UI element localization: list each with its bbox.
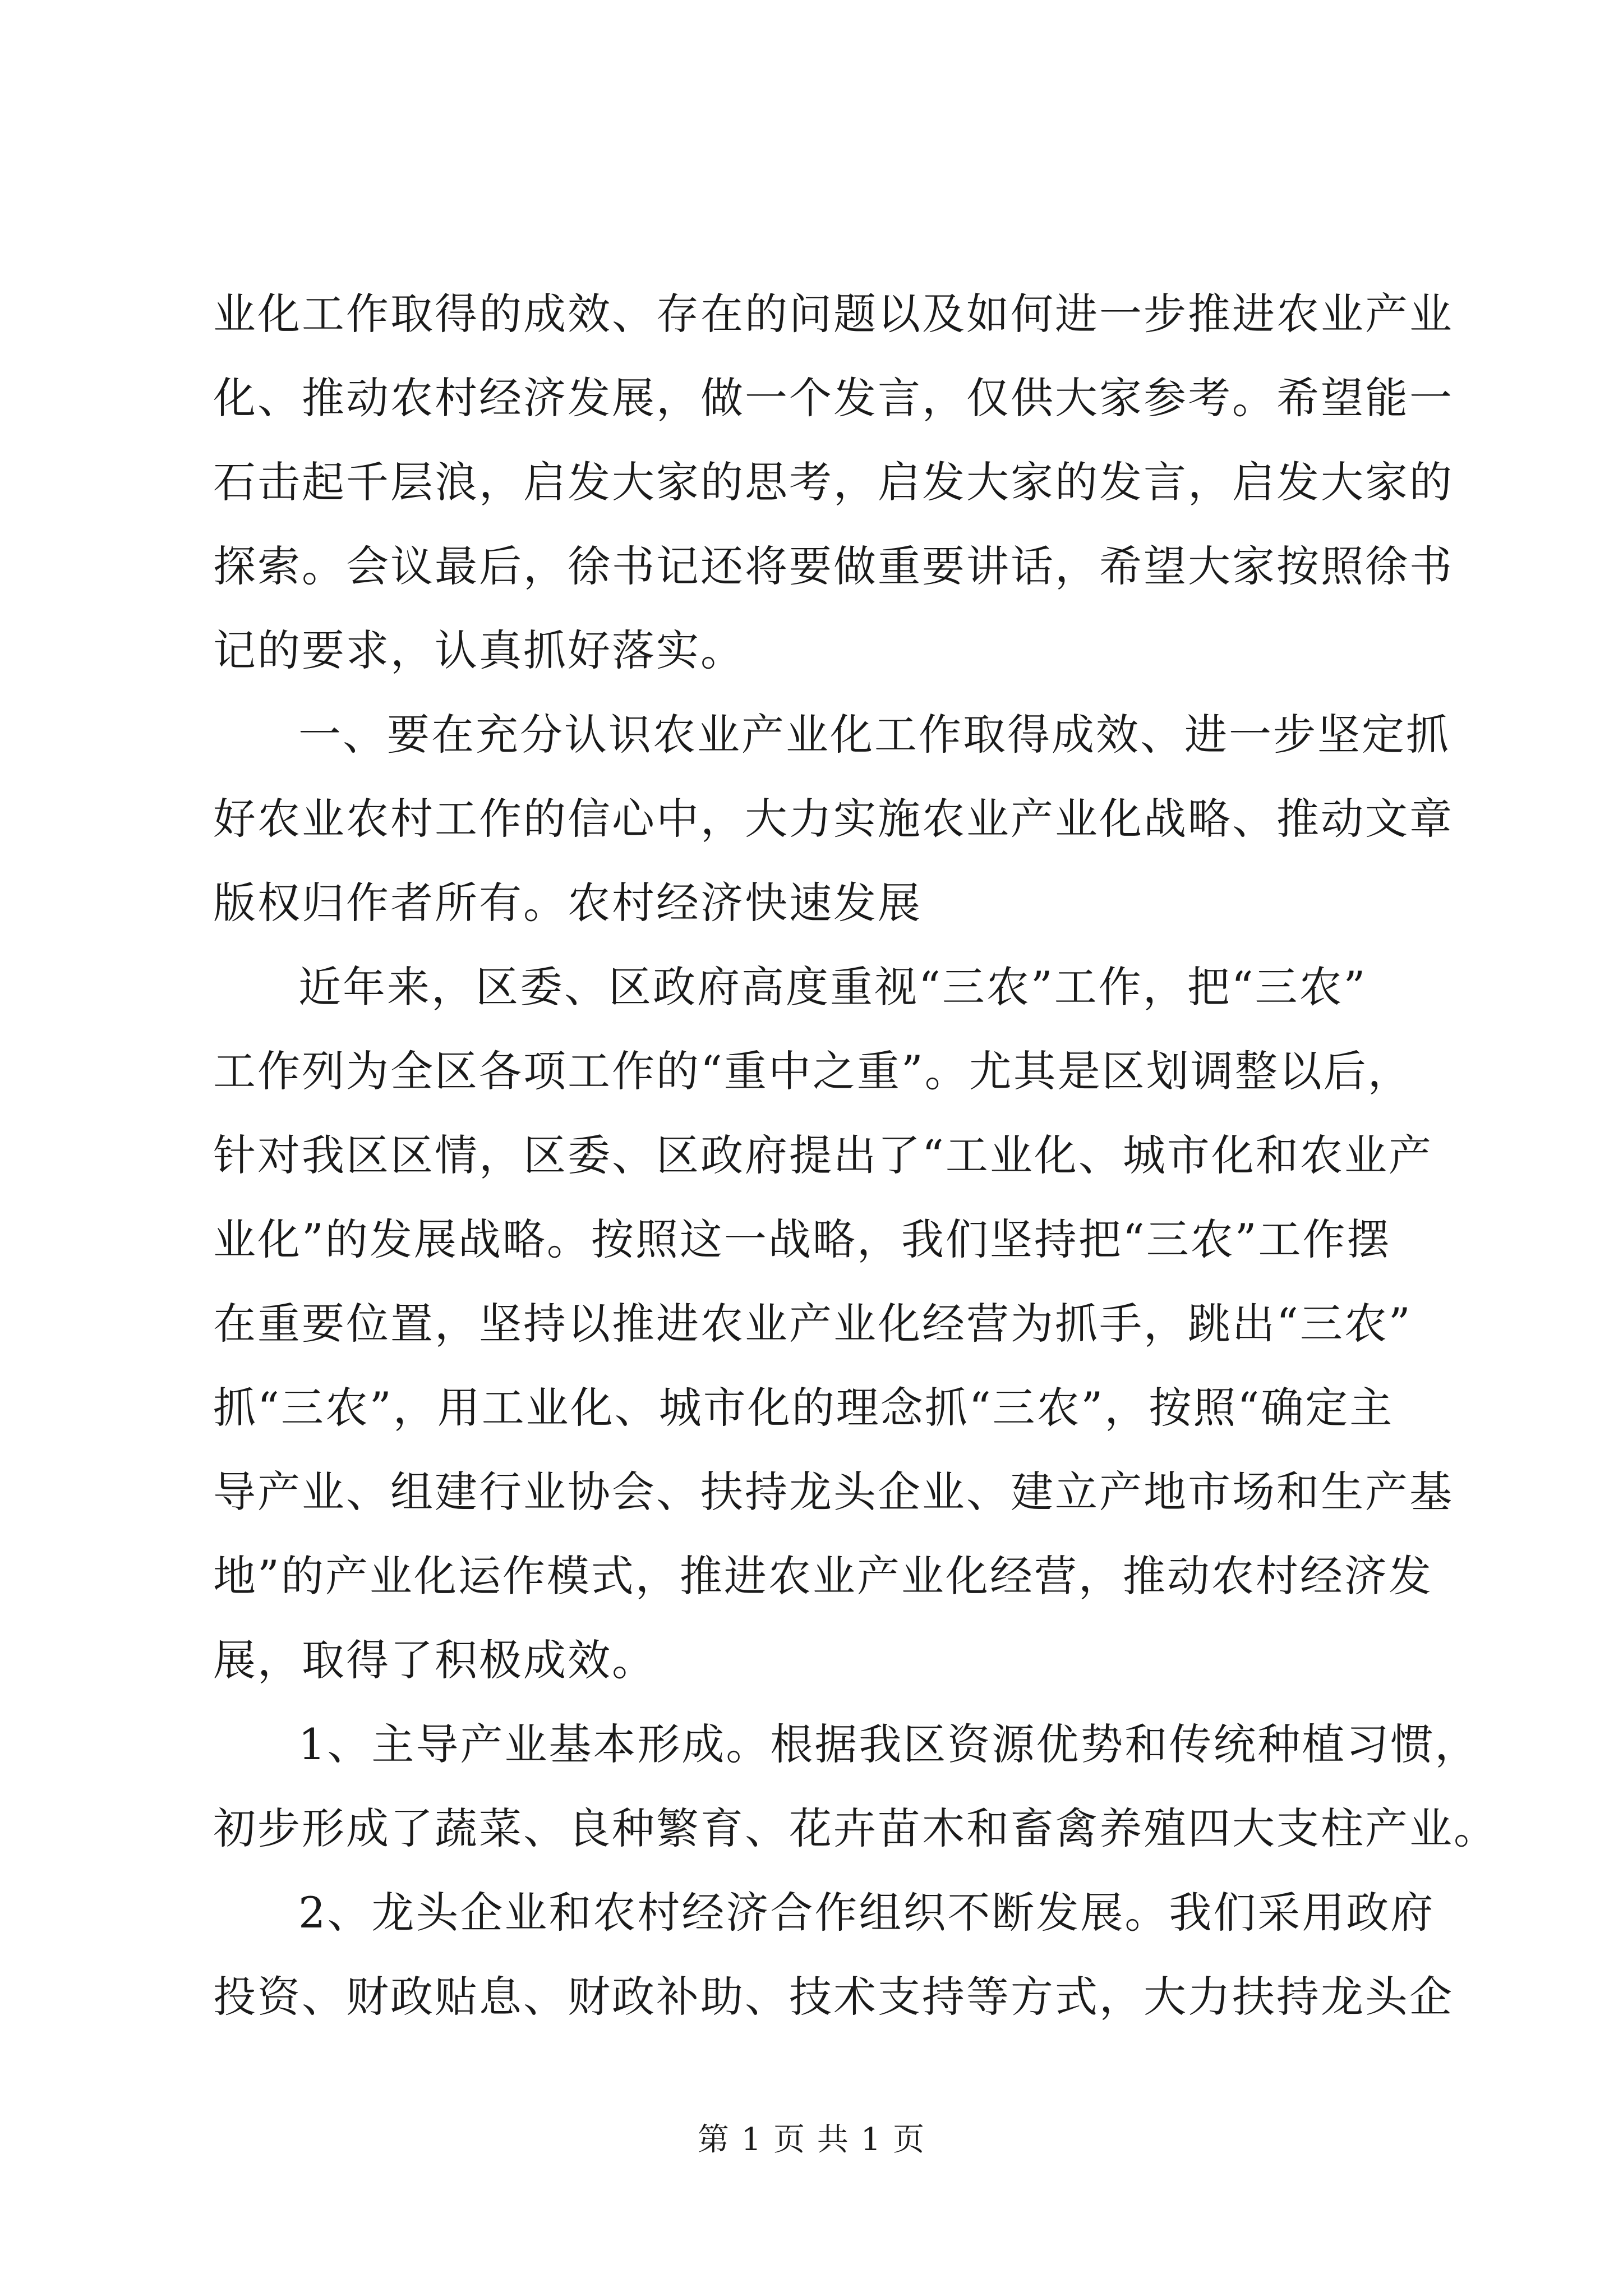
- text-line: 工作列为全区各项工作的“重中之重”。尤其是区划调整以后，: [213, 1046, 1412, 1096]
- text-line: 1、主导产业基本形成。根据我区资源优势和传统种植习惯，: [298, 1719, 1479, 1769]
- text-line: 记的要求，认真抓好落实。: [213, 625, 745, 675]
- text-line: 探索。会议最后，徐书记还将要做重要讲话，希望大家按照徐书: [213, 541, 1454, 591]
- text-line: 版权归作者所有。农村经济快速发展: [213, 878, 922, 928]
- text-line: 初步形成了蔬菜、良种繁育、花卉苗木和畜禽养殖四大支柱产业。: [213, 1803, 1498, 1853]
- page-footer: 第 1 页 共 1 页: [697, 2122, 926, 2158]
- text-line: 石击起千层浪，启发大家的思考，启发大家的发言，启发大家的: [213, 457, 1454, 507]
- document-body: [213, 272, 1498, 2039]
- text-line: 导产业、组建行业协会、扶持龙头企业、建立产地市场和生产基: [213, 1467, 1454, 1517]
- text-line: 业化工作取得的成效、存在的问题以及如何进一步推进农业产业: [213, 289, 1454, 339]
- text-line: 抓“三农”，用工业化、城市化的理念抓“三农”，按照“确定主: [213, 1383, 1394, 1433]
- text-line: 2、龙头企业和农村经济合作组织不断发展。我们采用政府: [298, 1888, 1435, 1938]
- text-line: 化、推动农村经济发展，做一个发言，仅供大家参考。希望能一: [213, 373, 1454, 423]
- text-line: 业化”的发展战略。按照这一战略，我们坚持把“三农”工作摆: [213, 1214, 1391, 1264]
- text-line: 好农业农村工作的信心中，大力实施农业产业化战略、推动文章: [213, 794, 1454, 844]
- text-line: 在重要位置，坚持以推进农业产业化经营为抓手，跳出“三农”: [213, 1299, 1412, 1349]
- text-line: 近年来，区委、区政府高度重视“三农”工作，把“三农”: [298, 962, 1367, 1012]
- text-line: 一、要在充分认识农业产业化工作取得成效、进一步坚定抓: [298, 710, 1450, 760]
- text-line: 展，取得了积极成效。: [213, 1635, 656, 1685]
- text-line: 地”的产业化运作模式，推进农业产业化经营，推动农村经济发: [213, 1551, 1433, 1601]
- text-line: 投资、财政贴息、财政补助、技术支持等方式，大力扶持龙头企: [213, 1972, 1454, 2022]
- text-line: 针对我区区情，区委、区政府提出了“工业化、城市化和农业产: [213, 1130, 1433, 1180]
